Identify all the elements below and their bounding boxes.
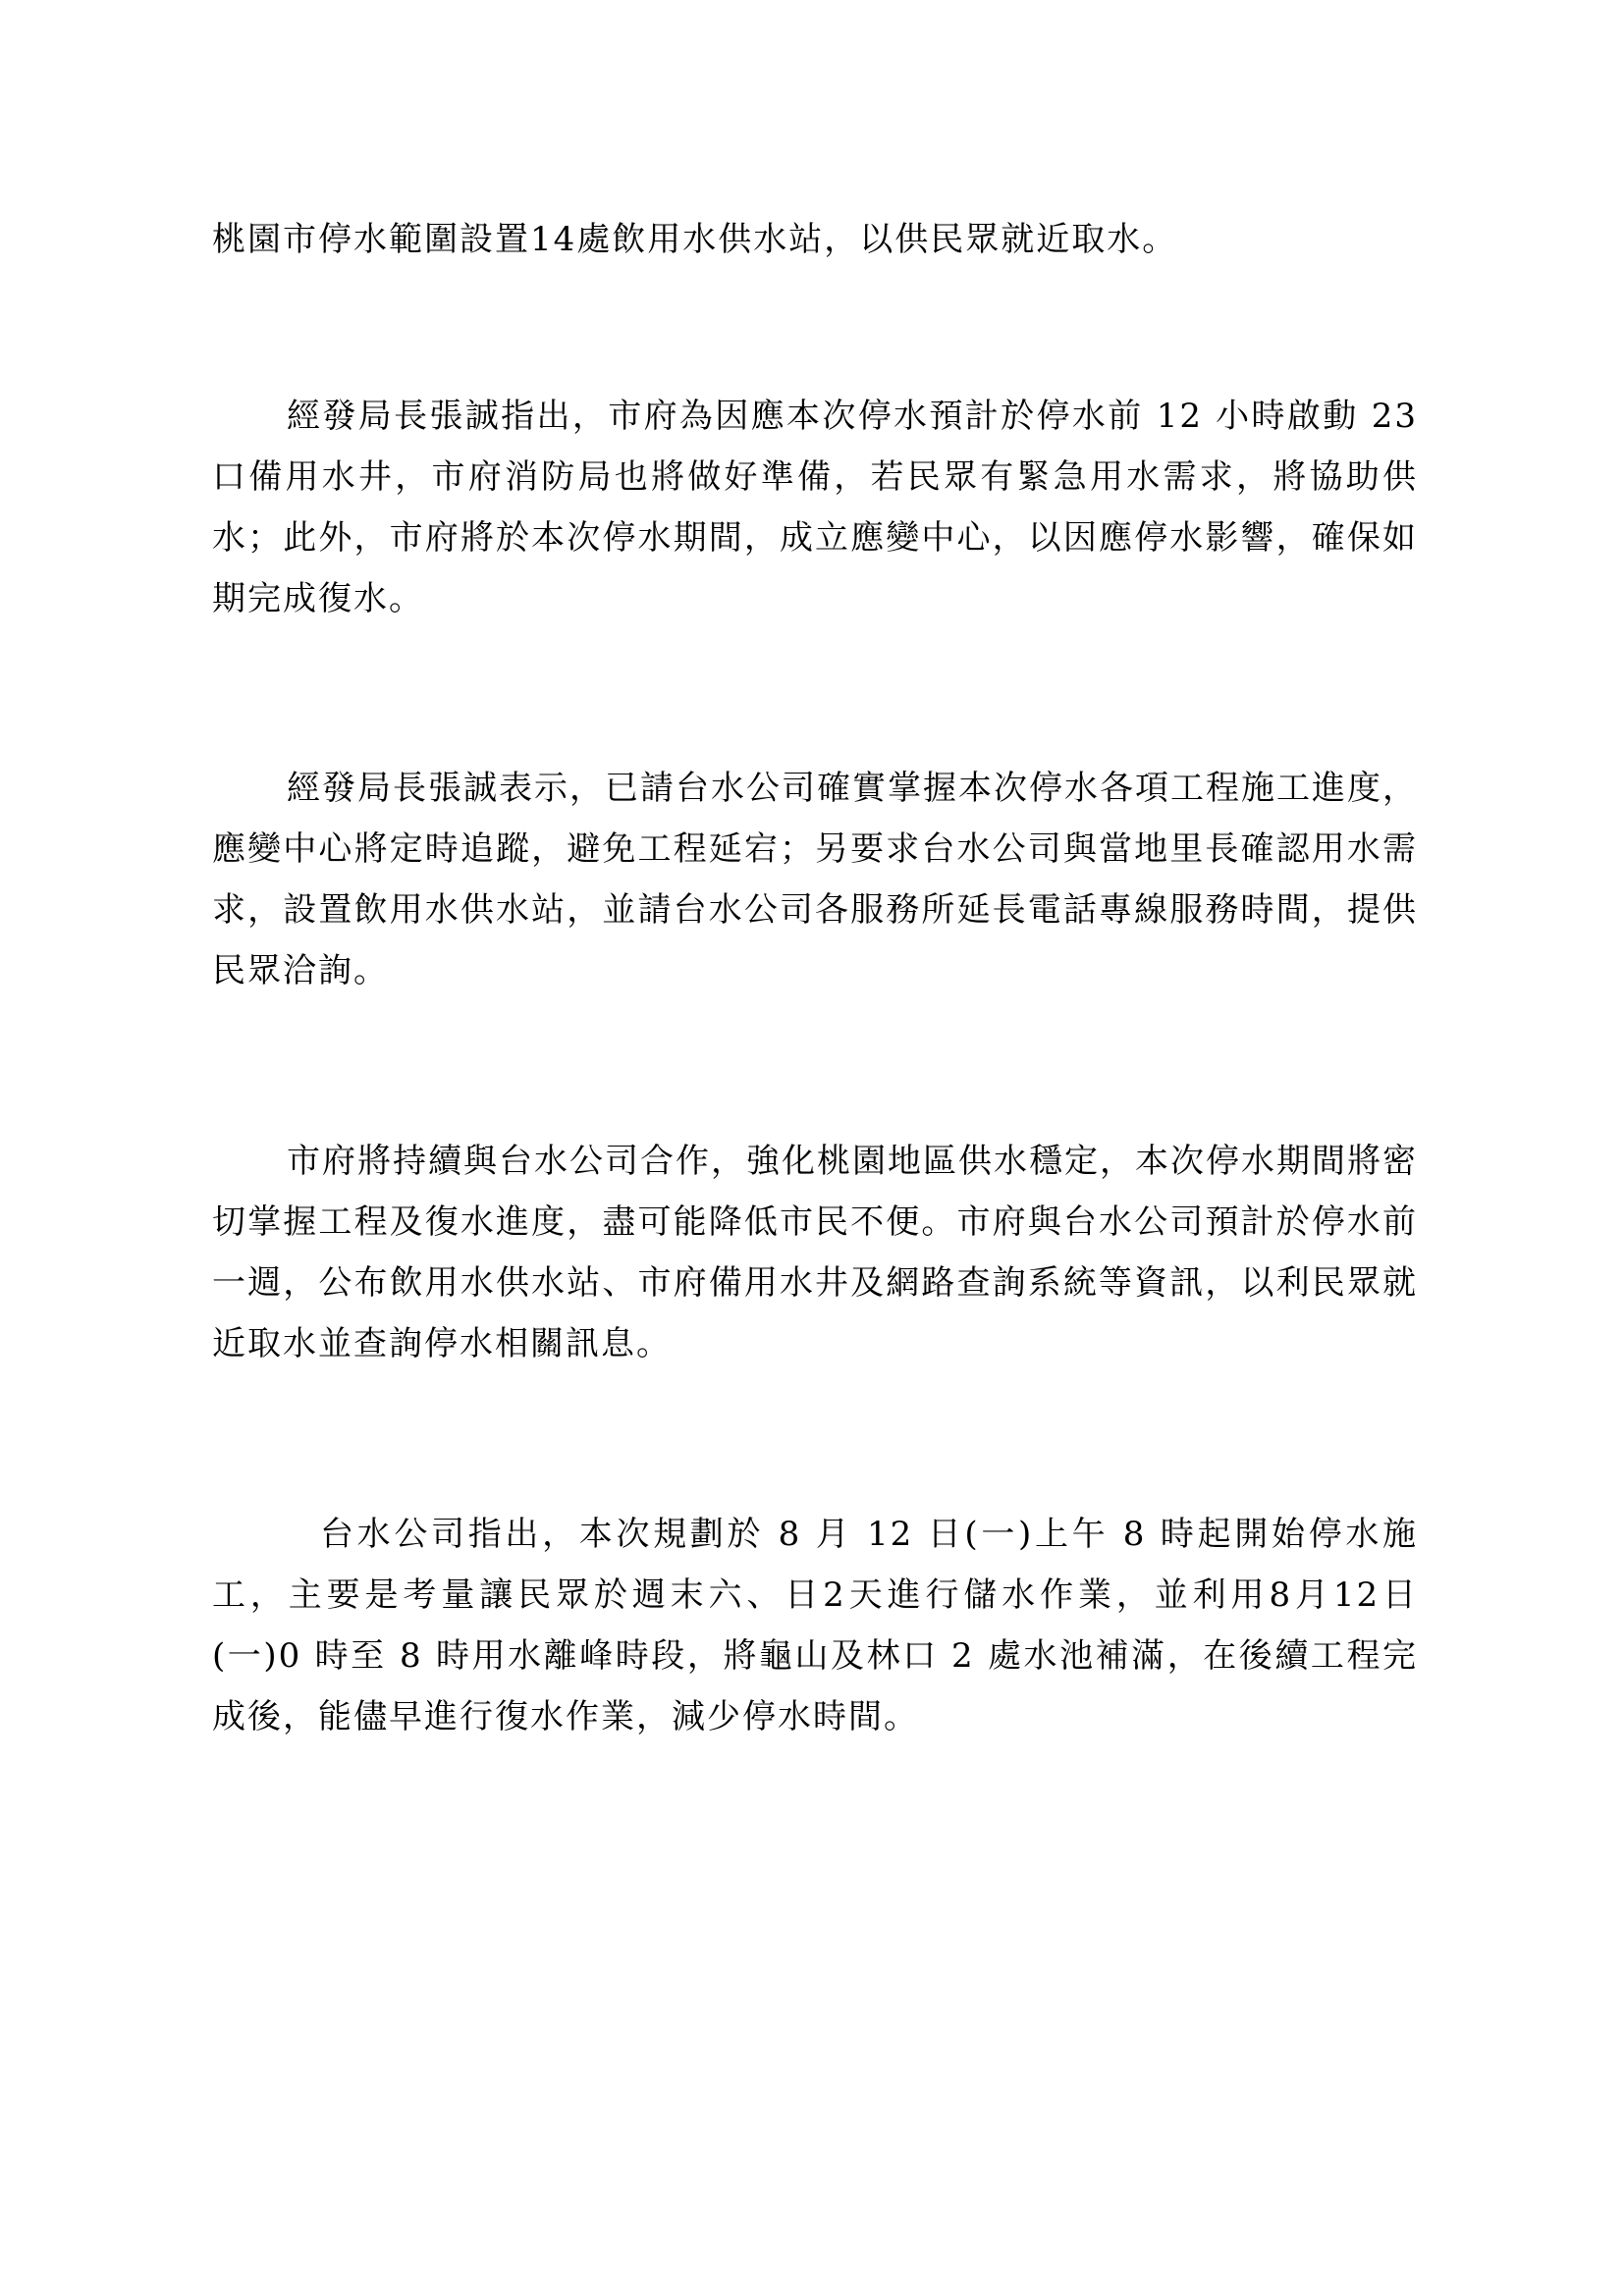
paragraph-backup-wells: 經發局長張誠指出，市府為因應本次停水預計於停水前 12 小時啟動 23口備用水井，市府消防局也將做好準備，若民眾有緊急用水需求，將協助供水；此外，市府將於本次停水期間，成立應變中心，以因應停水影響，確保如期完成復水。 bbox=[212, 397, 1418, 618]
paragraph-schedule: 台水公司指出，本次規劃於 8 月 12 日(一)上午 8 時起開始停水施工，主要是考量讓民眾於週末六、日2天進行儲水作業，並利用8月12日(一)0 時至 8 時用水離峰時段，將龜山及林口 2 處水池補滿，在後續工程完成後，能儘早進行復水作業，減少停水時間。 bbox=[212, 1515, 1418, 1736]
paragraph-water-stations: 桃園市停水範圍設置14處飲用水供水站，以供民眾就近取水。 bbox=[212, 220, 1178, 259]
paragraph-progress-tracking: 經發局長張誠表示，已請台水公司確實掌握本次停水各項工程施工進度，應變中心將定時追蹤，避免工程延宕；另要求台水公司與當地里長確認用水需求，設置飲用水供水站，並請台水公司各服務所延長電話專線服務時間，提供民眾洽詢。 bbox=[212, 769, 1418, 990]
paragraph-cooperation: 市府將持續與台水公司合作，強化桃園地區供水穩定，本次停水期間將密切掌握工程及復水進度，盡可能降低市民不便。市府與台水公司預計於停水前一週，公布飲用水供水站、市府備用水井及網路查詢系統等資訊，以利民眾就近取水並查詢停水相關訊息。 bbox=[212, 1142, 1418, 1363]
